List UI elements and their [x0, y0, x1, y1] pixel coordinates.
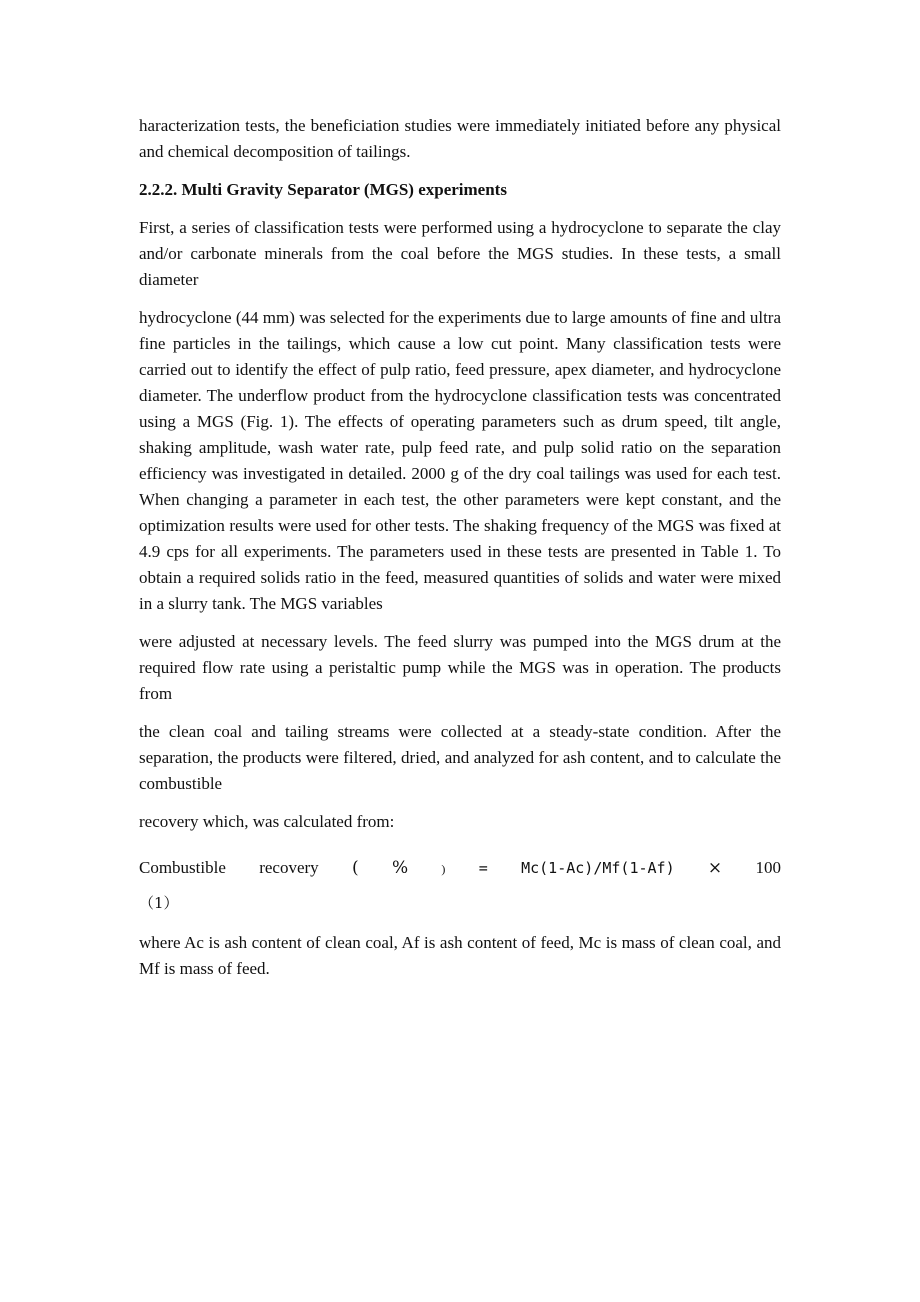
paragraph-definitions: where Ac is ash content of clean coal, Af is ash content of feed, Mc is mass of clean coal, and Mf is mass of feed.	[139, 933, 781, 978]
paragraph-adjusted: were adjusted at necessary levels. The feed slurry was pumped into the MGS drum at the required flow rate using a peristaltic pump while the MGS was in operation. The products from	[139, 632, 781, 703]
equation-number: （1）	[139, 894, 179, 912]
equation-open-paren: (	[352, 858, 359, 878]
paragraph-intro: haracterization tests, the beneficiation studies were immediately initiated before any physical and chemical decomposition of tailings.	[139, 116, 781, 161]
combustible-recovery-equation	[139, 855, 781, 882]
equation-equals: =	[478, 859, 488, 877]
equation-formula: Mc(1-Ac)/Mf(1-Af)	[521, 859, 675, 877]
equation-multiplier: 100	[755, 858, 781, 877]
paragraph-collection: the clean coal and tailing streams were collected at a steady-state condition. After the separation, the products were filtered, dried, and analyzed for ash content, and to calculate the combustible	[139, 722, 781, 793]
document-body	[139, 113, 781, 982]
equation-percent: %	[391, 858, 409, 878]
equation-times: ×	[707, 858, 723, 878]
equation-close-paren: )	[441, 862, 446, 876]
paragraph-classification: First, a series of classification tests were performed using a hydrocyclone to separate the clay and/or carbonate minerals from the coal before the MGS studies. In these tests, a small diameter	[139, 218, 781, 289]
paragraph-recovery-intro: recovery which, was calculated from:	[139, 812, 395, 831]
equation-word-combustible: Combustible	[139, 858, 226, 877]
equation-word-recovery: recovery	[259, 858, 319, 877]
section-heading: 2.2.2. Multi Gravity Separator (MGS) experiments	[139, 180, 507, 199]
paragraph-hydrocyclone: hydrocyclone (44 mm) was selected for the experiments due to large amounts of fine and ultra fine particles in the tailings, which cause a low cut point. Many classification tests were carried out to identify the effect of pulp ratio, feed pressure, apex diameter, and hydrocyclone diameter. The underflow product from the hydrocyclone classification tests was concentrated using a MGS (Fig. 1). The effects of operating parameters such as drum speed, tilt angle, shaking amplitude, wash water rate, pulp feed rate, and pulp solid ratio on the separation efficiency was investigated in detailed. 2000 g of the dry coal tailings was used for each test. When changing a parameter in each test, the other parameters were kept constant, and the optimization results were used for other tests. The shaking frequency of the MGS was fixed at 4.9 cps for all experiments. The parameters used in these tests are presented in Table 1. To obtain a required solids ratio in the feed, measured quantities of solids and water were mixed in a slurry tank. The MGS variables	[139, 308, 781, 613]
